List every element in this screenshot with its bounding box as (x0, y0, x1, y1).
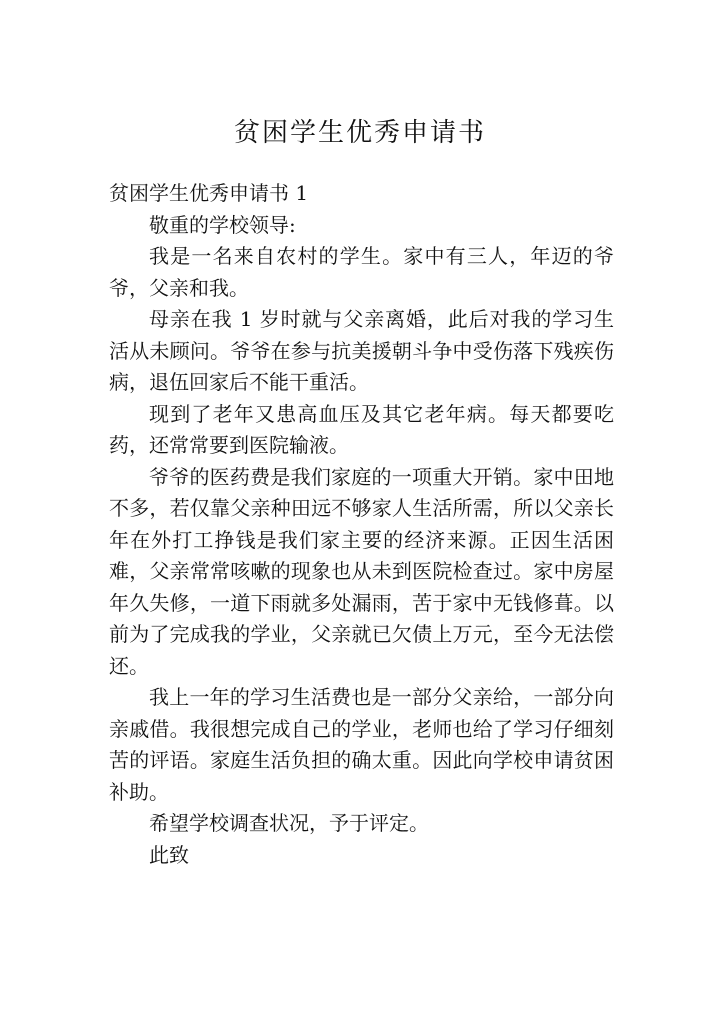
closing: 此致 (149, 842, 189, 867)
document-title: 贫困学生优秀申请书 (233, 118, 486, 148)
salutation: 敬重的学校领导: (149, 212, 296, 237)
paragraph-living-expenses: 我上一年的学习生活费也是一部分父亲给，一部分向亲戚借。我很想完成自己的学业，老师也给了学习仔细刻苦的评语。家庭生活负担的确太重。因此向学校申请贫困补助。 (109, 685, 614, 804)
document-body (109, 178, 614, 871)
paragraph-family-finances: 爷爷的医药费是我们家庭的一项重大开销。家中田地不多，若仅靠父亲种田远不够家人生活所需，所以父亲长年在外打工挣钱是我们家主要的经济来源。正因生活困难，父亲常常咳嗽的现象也从未到医院检查过。家中房屋年久失修，一道下雨就多处漏雨，苦于家中无钱修葺。以前为了完成我的学业，父亲就已欠债上万元，至今无法偿还。 (109, 464, 614, 678)
paragraph-mother: 母亲在我 1 岁时就与父亲离婚，此后对我的学习生活从未顾问。爷爷在参与抗美援朝斗争中受伤落下残疾伤病，退伍回家后不能干重活。 (109, 307, 614, 394)
paragraph-family: 我是一名来自农村的学生。家中有三人，年迈的爷爷，父亲和我。 (109, 244, 614, 300)
paragraph-grandfather-health: 现到了老年又患高血压及其它老年病。每天都要吃药，还常常要到医院输液。 (109, 401, 614, 457)
document-subtitle: 贫困学生优秀申请书 1 (109, 181, 309, 205)
paragraph-request: 希望学校调查状况，予于评定。 (149, 811, 429, 835)
